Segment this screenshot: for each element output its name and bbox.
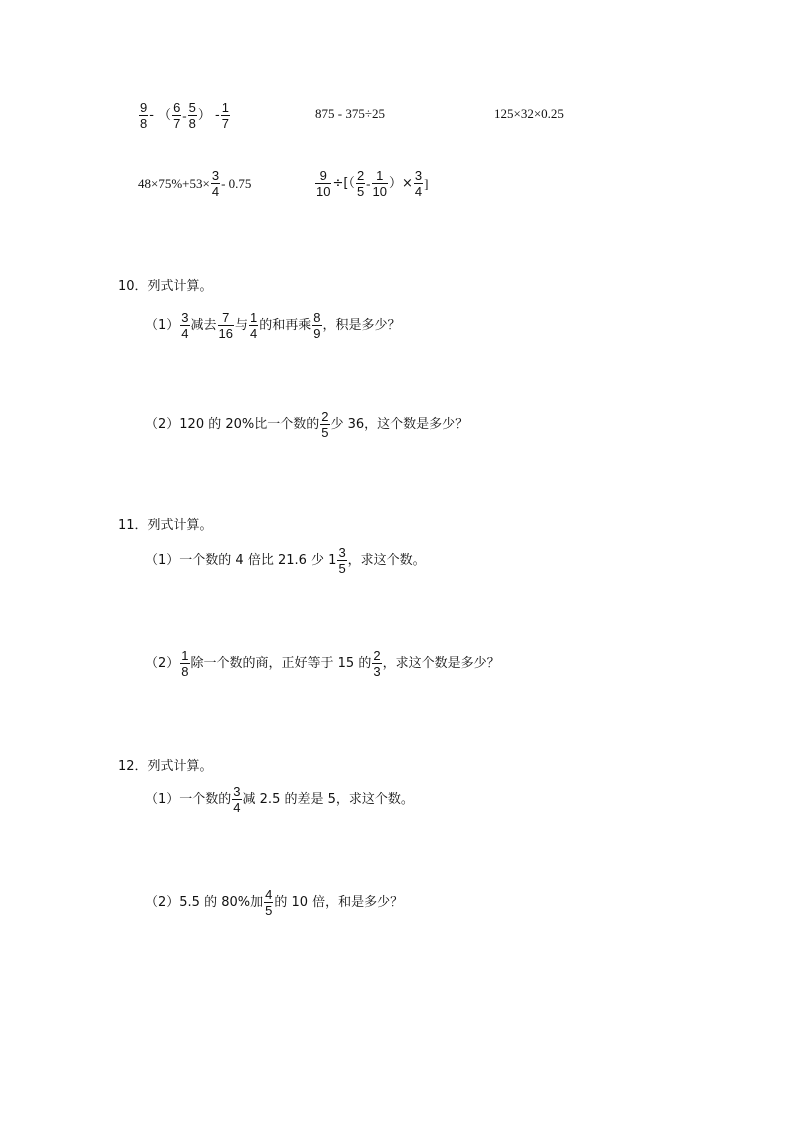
fraction: $\frac{5}{8}$ xyxy=(188,100,196,131)
fraction: $\frac{3}{4}$ xyxy=(181,310,189,341)
question-10-part-2: （2） 120 的 20%比一个数的 $\frac{2}{5}$ 少 36，这个数是多少？ xyxy=(145,409,469,440)
question-11-title: 11．列式计算。 xyxy=(118,518,213,533)
fraction: $\frac{3}{4}$ xyxy=(414,168,423,199)
expr-row1-1: $\frac{9}{8}$ - （ $\frac{6}{7}$ - $\frac{5}{8}$ ） - $\frac{1}{7}$ xyxy=(140,100,229,131)
expr-row2-2: $\frac{9}{10}$ ÷[（ $\frac{2}{5}$ - $\frac{1}{10}$ ）× $\frac{3}{4}$ ] xyxy=(316,168,429,199)
expr-row1-3: 125×32×0.25 xyxy=(494,106,564,121)
question-12-part-2: （2） 5.5 的 80%加 $\frac{4}{5}$ 的 10 倍，和是多少？ xyxy=(145,887,404,918)
expr-row2-1: 48×75%+53× $\frac{3}{4}$ - 0.75 xyxy=(138,168,252,199)
fraction: $\frac{8}{9}$ xyxy=(313,310,321,341)
fraction: $\frac{2}{5}$ xyxy=(356,168,365,199)
question-12-part-1: （1） 一个数的 $\frac{3}{4}$ 减 2.5 的差是 5，求这个数。 xyxy=(145,784,414,815)
fraction: $\frac{2}{5}$ xyxy=(321,409,329,440)
question-12-title: 12．列式计算。 xyxy=(118,759,213,774)
question-11-part-1: （1） 一个数的 4 倍比 21.6 少 1 $\frac{3}{5}$ ，求这个数。 xyxy=(145,545,426,576)
fraction: $\frac{7}{16}$ xyxy=(218,310,233,341)
fraction: $\frac{3}{5}$ xyxy=(338,545,346,576)
fraction: $\frac{9}{10}$ xyxy=(316,168,331,199)
fraction: $\frac{4}{5}$ xyxy=(265,887,273,918)
fraction: $\frac{3}{4}$ xyxy=(211,168,220,199)
expr-row1-2: 875 - 375÷25 xyxy=(315,106,385,121)
fraction: $\frac{9}{8}$ xyxy=(140,100,148,131)
question-11-part-2: （2） $\frac{1}{8}$ 除一个数的商，正好等于 15 的 $\frac{2}{3}$ ，求这个数是多少？ xyxy=(145,648,500,679)
fraction: $\frac{2}{3}$ xyxy=(373,648,381,679)
question-10-part-1: （1） $\frac{3}{4}$ 减去 $\frac{7}{16}$ 与 $\frac{1}{4}$ 的和再乘 $\frac{8}{9}$ ，积是多少？ xyxy=(145,310,401,341)
question-10-title: 10．列式计算。 xyxy=(118,279,213,294)
fraction: $\frac{3}{4}$ xyxy=(233,784,241,815)
fraction: $\frac{1}{4}$ xyxy=(250,310,258,341)
fraction: $\frac{6}{7}$ xyxy=(173,100,181,131)
fraction: $\frac{1}{7}$ xyxy=(221,100,229,131)
fraction: $\frac{1}{10}$ xyxy=(372,168,387,199)
fraction: $\frac{1}{8}$ xyxy=(181,648,189,679)
